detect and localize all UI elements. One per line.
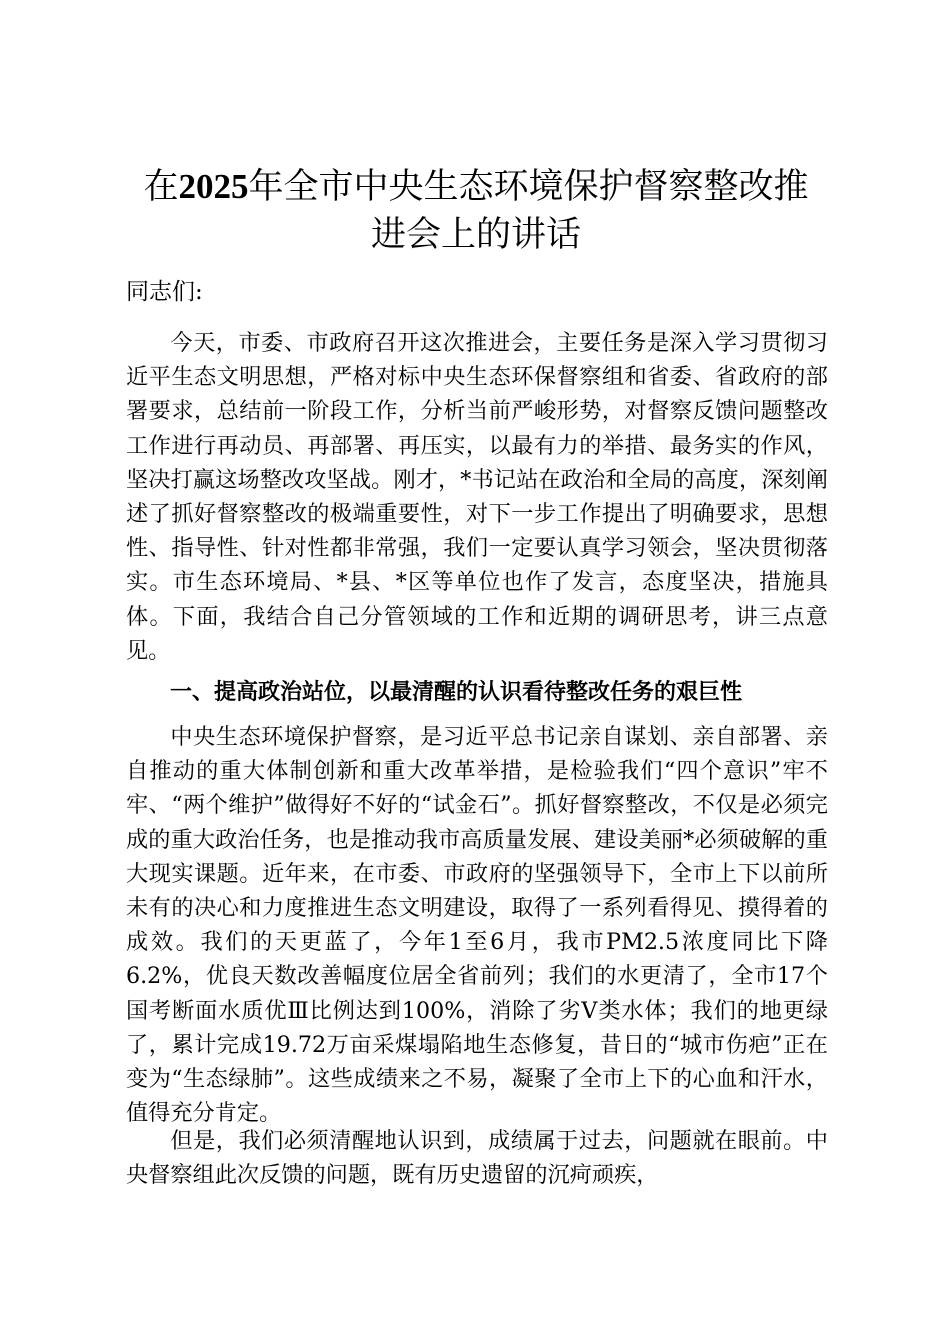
paragraph-intro: 今天，市委、市政府召开这次推进会，主要任务是深入学习贯彻习近平生态文明思想，严格对标中央生态环保督察组和省委、省政府的部署要求，总结前一阶段工作，分析当前严峻形势，对督察反馈问题整改工作进行再动员、再部署、再压实，以最有力的举措、最务实的作风，坚决打赢这场整改攻坚战。刚才，*书记站在政治和全局的高度，深刻阐述了抓好督察整改的极端重要性，对下一步工作提出了明确要求，思想性、指导性、针对性都非常强，我们一定要认真学习领会，坚决贯彻落实。市生态环境局、*县、*区等单位也作了发言，态度坚决，措施具体。下面，我结合自己分管领域的工作和近期的调研思考，讲三点意见。 xyxy=(126,330,828,664)
title-prefix: 在 xyxy=(143,167,179,207)
section-heading-1: 一、提高政治站位，以最清醒的认识看待整改任务的艰巨性 xyxy=(170,679,743,705)
title-year: 2025 xyxy=(178,167,249,206)
paragraph-section-1: 中央生态环境保护督察，是习近平总书记亲自谋划、亲自部署、亲自推动的重大体制创新和重大改革举措，是检验我们“四个意识”牢不牢、“两个维护”做得好不好的“试金石”。抓好督察整改，不仅是必须完成的重大政治任务，也是推动我市高质量发展、建设美丽*必须破解的重大现实课题。近年来，在市委、市政府的坚强领导下，全市上下以前所未有的决心和力度推进生态文明建设，取得了一系列看得见、摸得着的成效。我们的天更蓝了，今年1至6月，我市PM2.5浓度同比下降6.2%，优良天数改善幅度位居全省前列；我们的水更清了，全市17个国考断面水质优Ⅲ比例达到100%，消除了劣Ⅴ类水体；我们的地更绿了，累计完成19.72万亩采煤塌陷地生态修复，昔日的“城市伤疤”正在变为“生态绿肺”。这些成绩来之不易，凝聚了全市上下的心血和汗水，值得充分肯定。 xyxy=(126,724,828,1127)
salutation: 同志们: xyxy=(126,279,203,305)
document-title xyxy=(126,163,826,259)
paragraph-problems: 但是，我们必须清醒地认识到，成绩属于过去，问题就在眼前。中央督察组此次反馈的问题，既有历史遗留的沉疴顽疾， xyxy=(126,1128,828,1189)
title-suffix: 年全市中央生态环境保护督察整改推进会上的讲话 xyxy=(248,167,809,255)
